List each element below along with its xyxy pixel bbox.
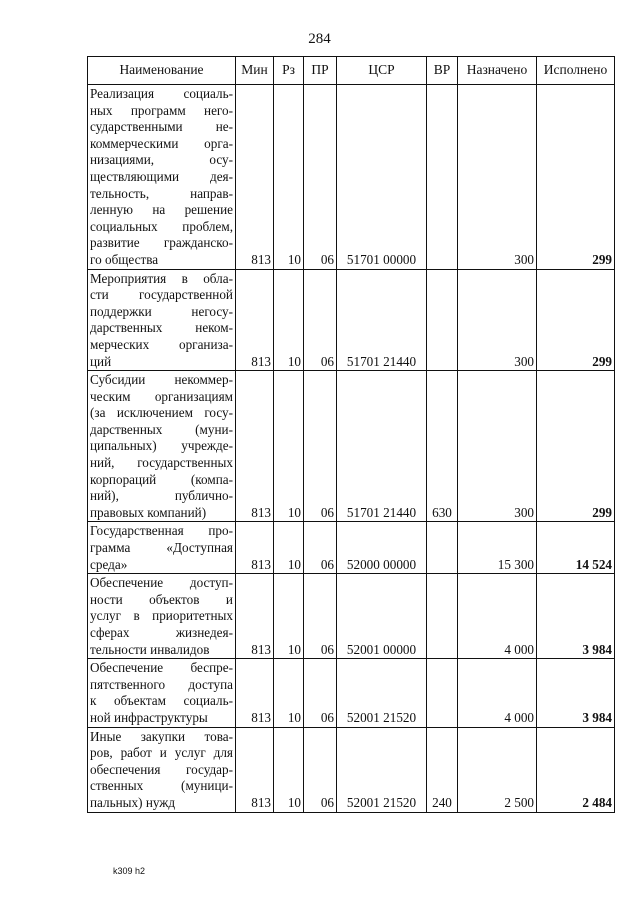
row-assigned: 300 [458,371,537,522]
row-name-line: к объектам социаль- [90,693,233,709]
row-name [88,574,236,659]
row-executed: 2 484 [537,727,615,812]
table-row [88,522,615,574]
row-name-line: корпораций (компа- [90,471,233,487]
row-csr: 51701 21440 [337,371,427,522]
header-assigned: Назначено [458,57,537,85]
row-name [88,269,236,371]
row-min: 813 [236,269,274,371]
row-vr [427,522,458,574]
row-rz: 10 [274,85,304,270]
row-name-line: Мероприятия в обла- [90,270,233,286]
row-name-line: правовых компаний) [90,504,207,520]
row-assigned: 300 [458,269,537,371]
row-name-line: го общества [90,251,159,267]
row-name-line: пальных) нужд [90,794,176,810]
row-executed: 3 984 [537,659,615,727]
row-min: 813 [236,85,274,270]
row-executed: 3 984 [537,574,615,659]
header-min: Мин [236,57,274,85]
row-rz: 10 [274,269,304,371]
row-vr [427,574,458,659]
row-name-line: сударственными не- [90,119,233,135]
row-vr: 630 [427,371,458,522]
row-name-line: сти государственной [90,287,233,303]
row-name-line: дарственных неком- [90,320,233,336]
row-name [88,85,236,270]
header-csr: ЦСР [337,57,427,85]
row-name [88,371,236,522]
row-name-line: ций [90,353,112,369]
row-pr: 06 [304,269,337,371]
row-executed: 14 524 [537,522,615,574]
row-name-line: поддержки негосу- [90,303,233,319]
row-rz: 10 [274,522,304,574]
row-assigned: 4 000 [458,659,537,727]
row-min: 813 [236,659,274,727]
row-csr: 51701 21440 [337,269,427,371]
row-vr [427,659,458,727]
row-assigned: 300 [458,85,537,270]
row-executed: 299 [537,371,615,522]
row-min: 813 [236,727,274,812]
row-name-line: ров, работ и услуг для [90,745,233,761]
row-pr: 06 [304,85,337,270]
row-rz: 10 [274,659,304,727]
row-assigned: 15 300 [458,522,537,574]
table-row [88,727,615,812]
row-name-line: грамма «Доступная [90,540,233,556]
table-row [88,269,615,371]
table-row [88,574,615,659]
row-vr [427,85,458,270]
row-name-line: социальных проблем, [90,218,233,234]
row-name-line: ленную на решение [90,202,233,218]
row-vr [427,269,458,371]
row-name-line: тельности инвалидов [90,641,210,657]
row-csr: 51701 00000 [337,85,427,270]
row-name-line: ческим организациям [90,388,233,404]
row-name-line: ципальных) учрежде- [90,438,233,454]
header-rz: Рз [274,57,304,85]
row-name [88,522,236,574]
row-name-line: сферах жизнедея- [90,625,233,640]
row-csr: 52001 21520 [337,659,427,727]
row-assigned: 2 500 [458,727,537,812]
table-header-row [88,57,615,85]
row-pr: 06 [304,371,337,522]
row-name-line: ной инфраструктуры [90,709,208,725]
row-rz: 10 [274,727,304,812]
row-name-line: Реализация социаль- [90,86,233,101]
row-name-line: тельность, направ- [90,185,233,201]
row-name-line: среда» [90,556,128,572]
footer-code: k309 h2 [113,866,146,876]
row-name-line: ности объектов и [90,591,233,607]
row-pr: 06 [304,659,337,727]
row-name-line: ществляющими дея- [90,168,233,184]
row-executed: 299 [537,85,615,270]
table-row [88,371,615,522]
row-executed: 299 [537,269,615,371]
row-name-line: мерческих организа- [90,336,233,352]
table-row [88,659,615,727]
row-csr: 52000 00000 [337,522,427,574]
row-name-line: (за исключением госу- [90,405,233,421]
header-pr: ПР [304,57,337,85]
row-csr: 52001 21520 [337,727,427,812]
row-name-line: Обеспечение доступ- [90,575,233,591]
row-name-line: Иные закупки това- [90,728,233,744]
row-assigned: 4 000 [458,574,537,659]
row-rz: 10 [274,574,304,659]
row-name [88,659,236,727]
row-name-line: услуг в приоритетных [90,608,233,624]
row-rz: 10 [274,371,304,522]
row-name [88,727,236,812]
row-pr: 06 [304,727,337,812]
row-name-line: Государственная про- [90,523,233,539]
row-name-line: пятственного доступа [90,676,233,692]
row-name-line: Субсидии некоммер- [90,372,233,388]
row-pr: 06 [304,522,337,574]
row-min: 813 [236,574,274,659]
row-name-line: дарственных (муни- [90,421,233,437]
page-number: 284 [308,31,331,47]
header-name: Наименование [88,57,236,85]
row-vr: 240 [427,727,458,812]
row-name-line: ных программ него- [90,102,233,118]
row-name-line: развитие гражданско- [90,235,233,251]
row-name-line: коммерческими орга- [90,135,233,151]
budget-table [87,56,615,813]
row-name-line: Обеспечение беспре- [90,660,233,676]
row-pr: 06 [304,574,337,659]
row-name-line: обеспечения государ- [90,761,233,777]
row-name-line: низациями, осу- [90,152,233,168]
row-min: 813 [236,522,274,574]
table-row [88,85,615,270]
row-name-line: ний, государственных [90,455,233,471]
header-vr: ВР [427,57,458,85]
row-min: 813 [236,371,274,522]
row-name-line: ственных (муници- [90,778,233,794]
row-csr: 52001 00000 [337,574,427,659]
row-name-line: ний), публично- [90,488,233,504]
header-executed: Исполнено [537,57,615,85]
